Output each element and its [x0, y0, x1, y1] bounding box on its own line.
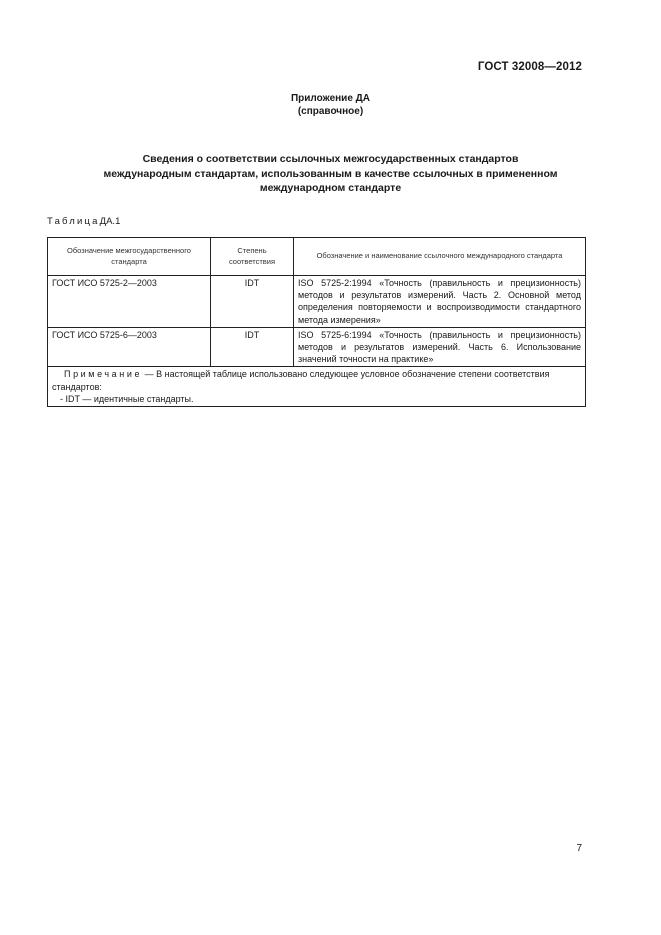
standards-correspondence-table [47, 237, 586, 407]
table-caption-label: Таблица [47, 216, 100, 227]
annex-block [0, 92, 661, 118]
table-note-row [48, 367, 586, 407]
table-row [48, 276, 586, 328]
cell-standard: ГОСТ ИСО 5725-6—2003 [48, 327, 211, 367]
cell-standard: ГОСТ ИСО 5725-2—2003 [48, 276, 211, 328]
table-caption-number: ДА.1 [99, 216, 121, 227]
cell-reference: ISO 5725-6:1994 «Точность (правильность и прецизионность) методов и результатов измерений. Часть 6. Использование значений точности на практике» [294, 327, 586, 367]
page-number: 7 [576, 843, 582, 854]
table-note [48, 367, 586, 407]
annex-status: (справочное) [297, 106, 364, 117]
heading-line-3: международном стандарте [259, 182, 402, 194]
cell-degree: IDT [211, 276, 294, 328]
table-header-row [48, 238, 586, 276]
header-reference: Обозначение и наименование ссылочного международного стандарта [294, 238, 586, 276]
header-standard: Обозначение межгосударственного стандарта [48, 238, 211, 276]
cell-reference: ISO 5725-2:1994 «Точность (правильность и прецизионность) методов и результатов измерений. Часть 2. Основной метод определения повторяемости и воспроизводимости стандартного метода измерения» [294, 276, 586, 328]
annex-title: Приложение ДА [290, 93, 371, 104]
table-row [48, 327, 586, 367]
table-caption [47, 216, 120, 227]
header-degree: Степень соответствия [211, 238, 294, 276]
document-code: ГОСТ 32008—2012 [477, 61, 582, 73]
cell-degree: IDT [211, 327, 294, 367]
note-text: — В настоящей таблице использовано следующее условное обозначение степени соответствия стандартов: [52, 369, 550, 392]
section-heading [60, 152, 601, 196]
heading-line-2: международным стандартам, использованным в качестве ссылочных в примененном [103, 167, 558, 180]
heading-line-1: Сведения о соответствии ссылочных межгосударственных стандартов [142, 153, 519, 165]
note-lead: Примечание [64, 369, 143, 380]
note-item: - IDT — идентичные стандарты. [60, 393, 194, 404]
